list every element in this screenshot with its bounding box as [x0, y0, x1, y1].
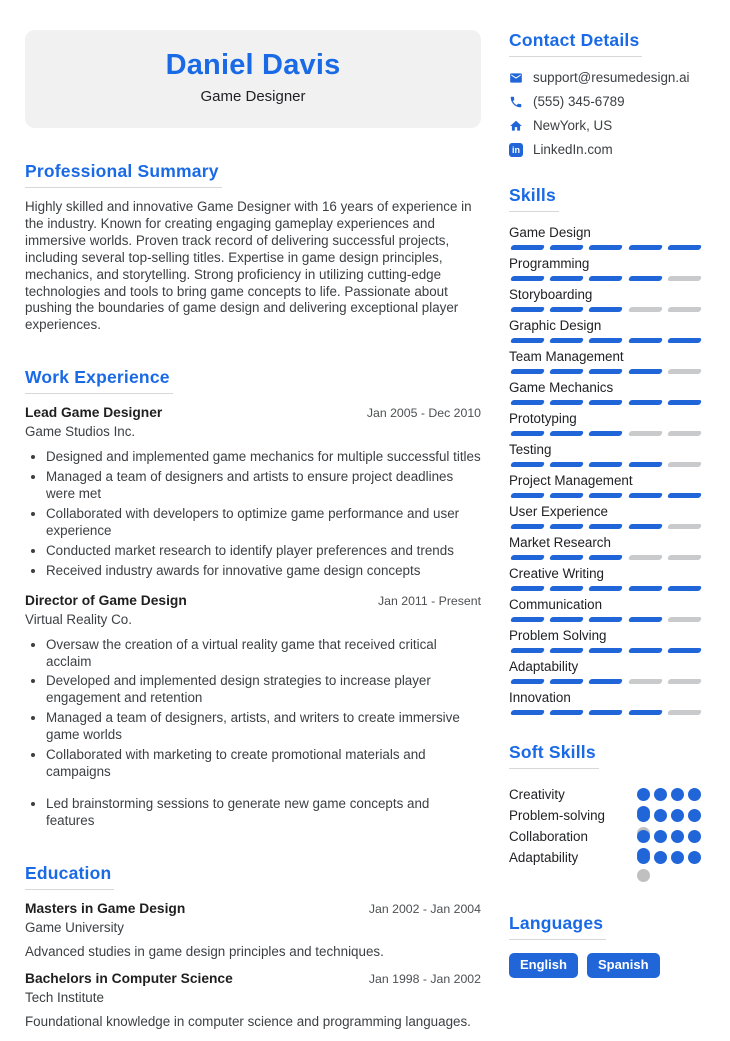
skill-segment-empty: [628, 431, 663, 436]
soft-skill-dot-filled: [637, 830, 650, 843]
job-dates: Jan 2011 - Present: [378, 593, 481, 608]
section-contact-details: [509, 30, 703, 158]
skill-segment-empty: [667, 679, 702, 684]
soft-skill-row: [509, 805, 703, 826]
skill-segment-filled: [510, 462, 545, 467]
soft-skill-dots: [637, 851, 703, 864]
skills-list: [509, 225, 703, 715]
skill-segment-filled: [510, 617, 545, 622]
job-bullet: • Designed and implemented game mechanics for multiple successful titles: [46, 449, 481, 466]
school-name: Game University: [25, 919, 124, 935]
skill-segment-filled: [667, 648, 702, 653]
soft-skill-dot-filled: [688, 809, 701, 822]
section-professional-summary: [25, 161, 481, 334]
skill-row: [509, 349, 703, 374]
soft-skill-row: [509, 847, 703, 868]
section-soft-skills: [509, 742, 703, 886]
job-bullets: [25, 449, 481, 579]
skill-segment-filled: [628, 586, 663, 591]
skill-segment-filled: [588, 679, 623, 684]
school-name: Tech Institute: [25, 989, 104, 1005]
contact-item-linkedin: [509, 142, 703, 158]
skill-segment-empty: [628, 555, 663, 560]
skill-name: Graphic Design: [509, 318, 602, 333]
section-education: [25, 863, 481, 1030]
skill-row: [509, 256, 703, 281]
skill-name: Communication: [509, 597, 603, 612]
language-pill: Spanish: [587, 953, 660, 978]
skill-segment-filled: [588, 586, 623, 591]
job-company: Virtual Reality Co.: [25, 611, 132, 627]
skill-level-bar: [509, 307, 703, 312]
skill-segment-filled: [510, 369, 545, 374]
skill-row: [509, 225, 703, 250]
skill-segment-filled: [549, 307, 584, 312]
soft-skill-dot-filled: [671, 851, 684, 864]
education-entry: [25, 901, 481, 960]
soft-skill-row: [509, 826, 703, 847]
skill-segment-filled: [510, 400, 545, 405]
skill-segment-filled: [667, 245, 702, 250]
skill-row: [509, 504, 703, 529]
skill-segment-filled: [628, 524, 663, 529]
skill-segment-filled: [549, 462, 584, 467]
skill-name: Innovation: [509, 690, 571, 705]
skill-segment-filled: [588, 276, 623, 281]
linkedin-icon: in: [509, 143, 523, 157]
person-job-title: Game Designer: [200, 88, 306, 105]
skill-segment-filled: [667, 493, 702, 498]
skill-segment-empty: [667, 431, 702, 436]
skill-level-bar: [509, 710, 703, 715]
skill-segment-filled: [510, 307, 545, 312]
soft-skill-name: Creativity: [509, 787, 565, 802]
skill-segment-empty: [667, 524, 702, 529]
contact-linkedin-text: LinkedIn.com: [533, 142, 613, 157]
job-entry: [25, 405, 481, 579]
soft-skill-dots: [637, 830, 703, 843]
skill-segment-filled: [628, 276, 663, 281]
job-header-row: [25, 405, 481, 421]
jobs-list: [25, 405, 481, 829]
skill-segment-filled: [549, 369, 584, 374]
skill-segment-filled: [588, 555, 623, 560]
skill-segment-empty: [628, 307, 663, 312]
skill-name: Game Design: [509, 225, 591, 240]
skill-segment-filled: [588, 648, 623, 653]
skill-segment-filled: [510, 679, 545, 684]
job-title: Director of Game Design: [25, 592, 187, 608]
soft-skill-row: [509, 784, 703, 805]
skill-segment-filled: [549, 710, 584, 715]
skill-segment-filled: [628, 493, 663, 498]
skill-row: [509, 597, 703, 622]
skill-segment-filled: [588, 524, 623, 529]
skill-level-bar: [509, 555, 703, 560]
skill-segment-filled: [588, 307, 623, 312]
skill-segment-empty: [667, 555, 702, 560]
skill-segment-filled: [510, 245, 545, 250]
skill-segment-filled: [510, 648, 545, 653]
education-list: [25, 901, 481, 1030]
skill-row: [509, 628, 703, 653]
education-dates: Jan 1998 - Jan 2002: [368, 971, 481, 986]
skill-segment-filled: [510, 276, 545, 281]
skill-segment-empty: [667, 462, 702, 467]
skill-segment-filled: [549, 493, 584, 498]
skill-level-bar: [509, 524, 703, 529]
skill-row: [509, 473, 703, 498]
soft-skill-dot-filled: [671, 788, 684, 801]
languages-heading: Languages: [509, 913, 606, 940]
section-skills: [509, 185, 703, 715]
skill-segment-empty: [667, 369, 702, 374]
section-languages: [509, 913, 703, 978]
skill-segment-filled: [549, 648, 584, 653]
professional-summary-heading: Professional Summary: [25, 161, 222, 188]
skill-level-bar: [509, 462, 703, 467]
skill-row: [509, 566, 703, 591]
skill-segment-filled: [549, 400, 584, 405]
education-description: Foundational knowledge in computer science and programming languages.: [25, 1013, 471, 1029]
sidebar: [509, 30, 703, 1041]
skill-segment-filled: [549, 586, 584, 591]
skill-name: Creative Writing: [509, 566, 605, 581]
skill-level-bar: [509, 648, 703, 653]
skill-segment-filled: [588, 617, 623, 622]
person-name: Daniel Davis: [165, 49, 341, 81]
skill-row: [509, 380, 703, 405]
skill-level-bar: [509, 276, 703, 281]
phone-icon: [509, 95, 523, 109]
job-bullet: • Received industry awards for innovative game design concepts: [46, 563, 481, 580]
skill-segment-filled: [588, 710, 623, 715]
degree-title: Masters in Game Design: [25, 900, 186, 916]
skill-segment-filled: [628, 245, 663, 250]
languages-list: [509, 953, 703, 978]
home-icon: [509, 119, 523, 133]
skill-segment-filled: [588, 400, 623, 405]
soft-skill-dot-filled: [637, 851, 650, 864]
soft-skill-dot-filled: [688, 830, 701, 843]
skill-segment-filled: [628, 648, 663, 653]
job-bullet: • Conducted market research to identify player preferences and trends: [46, 543, 481, 560]
skill-row: [509, 411, 703, 436]
work-experience-heading: Work Experience: [25, 367, 173, 394]
language-pill: English: [509, 953, 578, 978]
contact-email-text: support@resumedesign.ai: [533, 70, 690, 85]
soft-skill-dot-filled: [671, 809, 684, 822]
skill-level-bar: [509, 431, 703, 436]
soft-skill-dot-filled: [654, 830, 667, 843]
section-work-experience: [25, 367, 481, 829]
skill-segment-filled: [588, 369, 623, 374]
skill-segment-filled: [588, 462, 623, 467]
skill-level-bar: [509, 245, 703, 250]
skill-segment-filled: [588, 493, 623, 498]
education-header-row: [25, 971, 481, 987]
email-icon: [509, 71, 523, 85]
education-description: Advanced studies in game design principles and techniques.: [25, 943, 384, 959]
skill-segment-filled: [667, 400, 702, 405]
skill-name: Testing: [509, 442, 552, 457]
skill-name: Programming: [509, 256, 590, 271]
skill-row: [509, 659, 703, 684]
contact-location-text: NewYork, US: [533, 118, 613, 133]
soft-skills-heading: Soft Skills: [509, 742, 599, 769]
skill-segment-filled: [628, 400, 663, 405]
job-bullets: [25, 637, 481, 830]
soft-skill-dot-filled: [654, 851, 667, 864]
soft-skill-dot-empty: [637, 869, 650, 882]
main-column: [25, 30, 481, 1041]
contact-phone-text: (555) 345-6789: [533, 94, 625, 109]
skill-row: [509, 287, 703, 312]
skill-name: Game Mechanics: [509, 380, 614, 395]
job-bullet: • Collaborated with marketing to create promotional materials and campaigns: [46, 747, 481, 781]
skill-segment-filled: [588, 245, 623, 250]
job-bullet: • Developed and implemented design strategies to increase player engagement and retention: [46, 673, 481, 707]
skills-heading: Skills: [509, 185, 559, 212]
job-bullet: • Managed a team of designers and artists to ensure project deadlines were met: [46, 469, 481, 503]
skill-row: [509, 442, 703, 467]
skill-segment-filled: [549, 338, 584, 343]
skill-segment-filled: [667, 586, 702, 591]
job-header-row: [25, 593, 481, 609]
soft-skill-dot-filled: [654, 809, 667, 822]
skill-segment-filled: [549, 617, 584, 622]
skill-name: Team Management: [509, 349, 624, 364]
skill-segment-filled: [510, 710, 545, 715]
job-bullet: • Led brainstorming sessions to generate new game concepts and features: [46, 796, 481, 830]
skill-segment-filled: [628, 710, 663, 715]
skill-level-bar: [509, 338, 703, 343]
skill-segment-filled: [549, 431, 584, 436]
skill-segment-filled: [588, 431, 623, 436]
education-dates: Jan 2002 - Jan 2004: [368, 901, 481, 916]
soft-skill-name: Collaboration: [509, 829, 588, 844]
education-header-row: [25, 901, 481, 917]
skill-segment-filled: [510, 586, 545, 591]
skill-segment-empty: [667, 617, 702, 622]
skill-level-bar: [509, 586, 703, 591]
skill-segment-filled: [510, 338, 545, 343]
skill-level-bar: [509, 679, 703, 684]
contact-item-location: [509, 118, 703, 134]
job-dates: Jan 2005 - Dec 2010: [366, 406, 481, 421]
degree-title: Bachelors in Computer Science: [25, 970, 233, 986]
skill-segment-filled: [549, 276, 584, 281]
skill-level-bar: [509, 617, 703, 622]
skill-name: User Experience: [509, 504, 608, 519]
skill-name: Problem Solving: [509, 628, 607, 643]
skill-segment-filled: [628, 369, 663, 374]
skill-name: Prototyping: [509, 411, 577, 426]
skill-segment-filled: [588, 338, 623, 343]
skill-segment-empty: [667, 276, 702, 281]
skill-segment-filled: [549, 245, 584, 250]
soft-skills-list: [509, 784, 703, 886]
skill-segment-filled: [628, 617, 663, 622]
skill-segment-filled: [510, 524, 545, 529]
job-bullet: • Collaborated with developers to optimize game performance and user experience: [46, 506, 481, 540]
professional-summary-text: Highly skilled and innovative Game Designer with 16 years of experience in the industry. Known for creating engaging gameplay experiences and immersive worlds. Proven track record of delivering successful projects, including several top-selling titles. Expertise in game design principles, mechanics, and storytelling. Strong proficiency in utilizing cutting-edge technologies and tools to bring game concepts to life. Passionate about pushing the boundaries of game design and delivering exceptional player experiences.: [25, 199, 472, 333]
soft-skill-dot-filled: [671, 830, 684, 843]
skill-segment-filled: [628, 338, 663, 343]
skill-name: Adaptability: [509, 659, 579, 674]
skill-segment-filled: [510, 493, 545, 498]
skill-segment-filled: [667, 338, 702, 343]
skill-segment-filled: [628, 462, 663, 467]
skill-segment-filled: [510, 555, 545, 560]
skill-segment-filled: [549, 555, 584, 560]
soft-skill-dot-filled: [637, 788, 650, 801]
contact-item-phone: [509, 94, 703, 110]
contact-item-email: [509, 70, 703, 86]
job-title: Lead Game Designer: [25, 405, 163, 421]
job-company: Game Studios Inc.: [25, 424, 136, 440]
header-card: [25, 30, 481, 128]
skill-segment-empty: [628, 679, 663, 684]
soft-skill-dots: [637, 788, 703, 801]
soft-skill-dot-filled: [688, 788, 701, 801]
skill-row: [509, 690, 703, 715]
skill-level-bar: [509, 493, 703, 498]
contact-details-heading: Contact Details: [509, 30, 642, 57]
skill-segment-empty: [667, 710, 702, 715]
education-entry: [25, 971, 481, 1030]
soft-skill-dot-filled: [654, 788, 667, 801]
skill-segment-empty: [667, 307, 702, 312]
soft-skill-name: Problem-solving: [509, 808, 606, 823]
contact-list: [509, 70, 703, 158]
job-bullet: • Oversaw the creation of a virtual reality game that received critical acclaim: [46, 637, 481, 671]
soft-skill-name: Adaptability: [509, 850, 579, 865]
soft-skill-dot-filled: [637, 809, 650, 822]
job-entry: [25, 593, 481, 830]
skill-row: [509, 318, 703, 343]
soft-skill-dots: [637, 809, 703, 822]
skill-name: Storyboarding: [509, 287, 593, 302]
skill-row: [509, 535, 703, 560]
soft-skill-dot-filled: [688, 851, 701, 864]
skill-level-bar: [509, 369, 703, 374]
job-bullet: • Managed a team of designers, artists, and writers to create immersive game worlds: [46, 710, 481, 744]
skill-name: Project Management: [509, 473, 633, 488]
skill-name: Market Research: [509, 535, 611, 550]
skill-segment-filled: [510, 431, 545, 436]
skill-segment-filled: [549, 524, 584, 529]
skill-segment-filled: [549, 679, 584, 684]
education-heading: Education: [25, 863, 114, 890]
skill-level-bar: [509, 400, 703, 405]
